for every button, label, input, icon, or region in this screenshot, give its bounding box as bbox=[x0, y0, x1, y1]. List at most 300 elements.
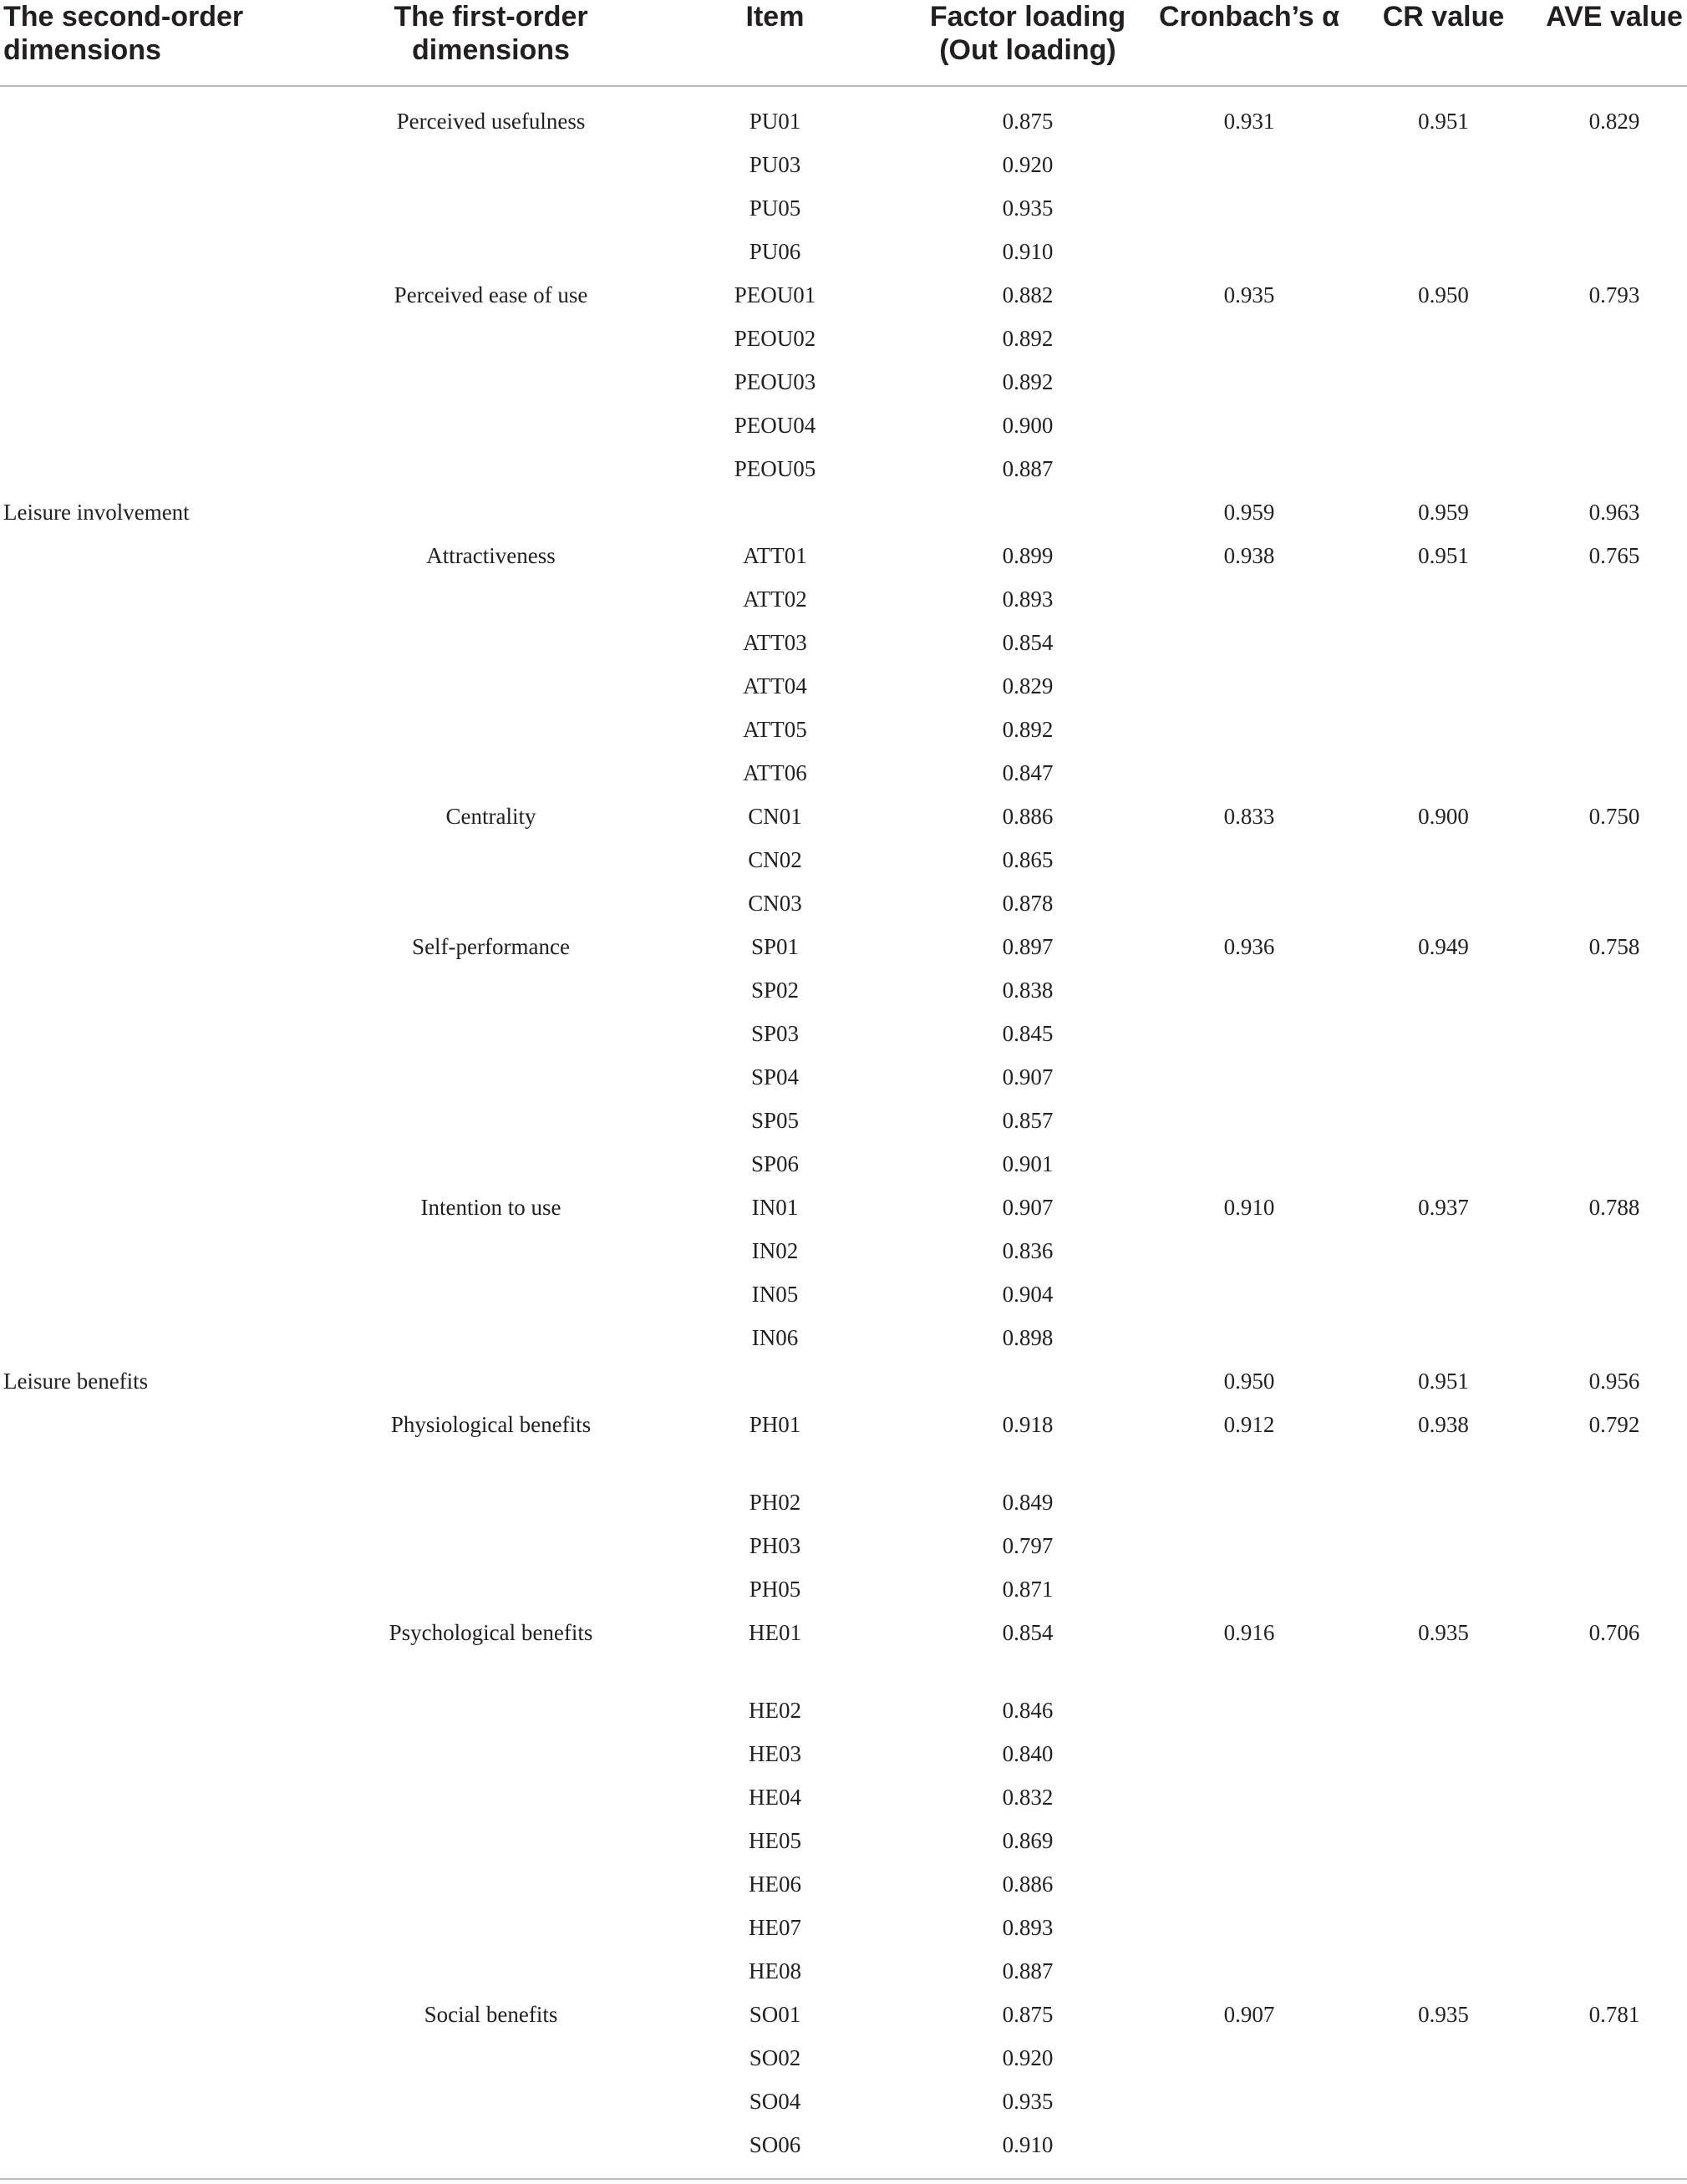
cell-cronbachs-alpha: 0.938 bbox=[1223, 543, 1275, 568]
cell-second-order-dimension bbox=[0, 1147, 334, 1191]
cell-ave-value bbox=[1542, 2085, 1687, 2128]
cell-cr-value bbox=[1345, 2085, 1542, 2128]
cell-first-order-dimension bbox=[334, 365, 648, 409]
cell-item: HE05 bbox=[749, 1828, 801, 1853]
cell-factor-loading: 0.840 bbox=[1002, 1741, 1054, 1766]
cell-ave-value bbox=[1542, 973, 1687, 1017]
table-row bbox=[0, 1191, 1687, 1234]
table-row bbox=[0, 1364, 1687, 1408]
cell-cronbachs-alpha bbox=[1153, 973, 1345, 1017]
cell-item: PU01 bbox=[749, 109, 801, 134]
cell-item: ATT06 bbox=[743, 760, 807, 785]
cell-first-order-dimension bbox=[334, 1824, 648, 1867]
cell-cr-value: 0.937 bbox=[1418, 1195, 1469, 1220]
cell-cr-value bbox=[1345, 1277, 1542, 1321]
cell-cr-value bbox=[1345, 1780, 1542, 1824]
cell-cr-value bbox=[1345, 148, 1542, 191]
cell-second-order-dimension: Leisure benefits bbox=[3, 1369, 149, 1394]
table-row bbox=[0, 1824, 1687, 1867]
table-row bbox=[0, 1998, 1687, 2041]
cell-cr-value bbox=[1345, 669, 1542, 713]
cell-item: SP03 bbox=[750, 1021, 800, 1046]
cell-second-order-dimension bbox=[0, 452, 334, 495]
cell-first-order-dimension: Perceived usefulness bbox=[396, 109, 586, 134]
cell-cr-value bbox=[1345, 2041, 1542, 2085]
cell-cronbachs-alpha bbox=[1153, 1911, 1345, 1954]
cell-first-order-dimension bbox=[334, 713, 648, 756]
cell-factor-loading: 0.897 bbox=[1002, 934, 1054, 959]
cell-cronbachs-alpha bbox=[1153, 2085, 1345, 2128]
cell-first-order-dimension bbox=[334, 322, 648, 365]
cell-second-order-dimension: Leisure involvement bbox=[3, 500, 190, 525]
cell-second-order-dimension bbox=[0, 1780, 334, 1824]
cell-cr-value: 0.951 bbox=[1418, 1369, 1469, 1394]
cell-first-order-dimension: Centrality bbox=[445, 804, 536, 829]
cell-item: HE01 bbox=[749, 1620, 801, 1645]
cell-cr-value bbox=[1345, 756, 1542, 800]
cell-cronbachs-alpha: 0.959 bbox=[1223, 500, 1275, 525]
cell-factor-loading: 0.918 bbox=[1002, 1412, 1054, 1437]
cell-cronbachs-alpha: 0.916 bbox=[1223, 1620, 1275, 1645]
cell-second-order-dimension bbox=[0, 2041, 334, 2085]
cell-factor-loading: 0.865 bbox=[1002, 847, 1054, 872]
cell-ave-value bbox=[1542, 2041, 1687, 2085]
cell-cr-value: 0.959 bbox=[1418, 500, 1469, 525]
cell-cronbachs-alpha bbox=[1153, 409, 1345, 452]
cell-item: SP02 bbox=[750, 978, 800, 1003]
cell-item: HE04 bbox=[749, 1785, 801, 1810]
table-row bbox=[0, 495, 1687, 539]
cell-first-order-dimension bbox=[334, 1060, 648, 1104]
table-row bbox=[0, 322, 1687, 365]
cell-first-order-dimension bbox=[334, 1572, 648, 1616]
cell-first-order-dimension bbox=[334, 626, 648, 669]
cell-factor-loading: 0.892 bbox=[1002, 717, 1054, 742]
cell-factor-loading: 0.900 bbox=[1002, 413, 1054, 438]
cell-ave-value bbox=[1542, 626, 1687, 669]
cell-factor-loading: 0.871 bbox=[1002, 1577, 1054, 1602]
cell-ave-value bbox=[1542, 1234, 1687, 1277]
cell-factor-loading: 0.887 bbox=[1002, 456, 1054, 481]
cell-second-order-dimension bbox=[0, 843, 334, 886]
cell-item: ATT03 bbox=[743, 630, 807, 655]
cell-item: ATT02 bbox=[743, 587, 807, 612]
cell-ave-value bbox=[1542, 1486, 1687, 1529]
cell-item: SP06 bbox=[750, 1151, 800, 1176]
cell-item: ATT05 bbox=[743, 717, 807, 742]
table-row bbox=[0, 1277, 1687, 1321]
table-row bbox=[0, 1616, 1687, 1694]
table-row bbox=[0, 669, 1687, 713]
cell-factor-loading: 0.832 bbox=[1002, 1785, 1054, 1810]
cell-cr-value bbox=[1345, 1737, 1542, 1780]
cell-second-order-dimension bbox=[0, 1017, 334, 1060]
cell-cronbachs-alpha bbox=[1153, 2041, 1345, 2085]
cell-factor-loading: 0.886 bbox=[1002, 804, 1054, 829]
cell-cr-value bbox=[1345, 1017, 1542, 1060]
cell-factor-loading: 0.836 bbox=[1002, 1238, 1054, 1263]
table-row bbox=[0, 1572, 1687, 1616]
cell-ave-value: 0.793 bbox=[1588, 282, 1640, 307]
cell-second-order-dimension bbox=[0, 713, 334, 756]
cell-ave-value bbox=[1542, 2128, 1687, 2179]
table-row bbox=[0, 1529, 1687, 1572]
cell-first-order-dimension bbox=[334, 191, 648, 235]
cell-factor-loading: 0.857 bbox=[1002, 1108, 1054, 1133]
cell-cronbachs-alpha bbox=[1153, 1529, 1345, 1572]
cell-cronbachs-alpha bbox=[1153, 669, 1345, 713]
cell-first-order-dimension: Physiological benefits bbox=[390, 1412, 592, 1437]
cell-ave-value bbox=[1542, 1017, 1687, 1060]
cell-first-order-dimension bbox=[334, 1147, 648, 1191]
cell-item: IN02 bbox=[751, 1238, 799, 1263]
cell-ave-value bbox=[1542, 322, 1687, 365]
cell-first-order-dimension bbox=[334, 2041, 648, 2085]
table-row bbox=[0, 626, 1687, 669]
cell-factor-loading: 0.907 bbox=[1002, 1064, 1054, 1089]
cell-second-order-dimension bbox=[0, 1277, 334, 1321]
cell-cronbachs-alpha: 0.912 bbox=[1223, 1412, 1275, 1437]
cell-cr-value bbox=[1345, 886, 1542, 930]
cell-factor-loading: 0.847 bbox=[1002, 760, 1054, 785]
cell-first-order-dimension bbox=[334, 452, 648, 495]
cell-cronbachs-alpha bbox=[1153, 1277, 1345, 1321]
cell-second-order-dimension bbox=[0, 1060, 334, 1104]
table-row bbox=[0, 713, 1687, 756]
cell-factor-loading: 0.797 bbox=[1002, 1533, 1054, 1558]
cell-second-order-dimension bbox=[0, 191, 334, 235]
cell-item: PH01 bbox=[749, 1412, 801, 1437]
cell-factor-loading: 0.846 bbox=[1002, 1698, 1054, 1723]
cell-cr-value bbox=[1345, 582, 1542, 626]
cell-factor-loading: 0.901 bbox=[1002, 1151, 1054, 1176]
cell-cr-value bbox=[1345, 626, 1542, 669]
cell-factor-loading: 0.892 bbox=[1002, 369, 1054, 394]
cell-cr-value: 0.938 bbox=[1418, 1412, 1469, 1437]
table-row bbox=[0, 1321, 1687, 1364]
cell-item: PEOU05 bbox=[734, 456, 816, 481]
cell-factor-loading: 0.935 bbox=[1002, 196, 1054, 221]
cell-ave-value bbox=[1542, 582, 1687, 626]
cell-second-order-dimension bbox=[0, 669, 334, 713]
cell-second-order-dimension bbox=[0, 1616, 334, 1694]
cell-factor-loading: 0.875 bbox=[1002, 109, 1054, 134]
cell-ave-value: 0.758 bbox=[1588, 934, 1640, 959]
cell-factor-loading: 0.887 bbox=[1002, 1958, 1054, 1983]
cell-ave-value: 0.963 bbox=[1588, 500, 1640, 525]
cell-cr-value bbox=[1345, 1234, 1542, 1277]
cell-item: SO06 bbox=[648, 2128, 902, 2179]
cell-item: HE06 bbox=[749, 1872, 801, 1897]
cell-cronbachs-alpha bbox=[1153, 713, 1345, 756]
cell-ave-value bbox=[1542, 1694, 1687, 1737]
cell-item: PEOU03 bbox=[734, 369, 816, 394]
cell-second-order-dimension bbox=[0, 365, 334, 409]
cell-item bbox=[648, 495, 902, 539]
cell-ave-value bbox=[1542, 1737, 1687, 1780]
table-row bbox=[0, 86, 1687, 148]
cell-factor-loading bbox=[902, 1364, 1153, 1408]
cell-second-order-dimension bbox=[0, 409, 334, 452]
cell-second-order-dimension bbox=[0, 1104, 334, 1147]
cell-cronbachs-alpha bbox=[1153, 1572, 1345, 1616]
cell-cronbachs-alpha bbox=[1153, 886, 1345, 930]
cell-ave-value: 0.781 bbox=[1588, 2002, 1640, 2027]
cell-cr-value: 0.951 bbox=[1418, 109, 1469, 134]
cell-first-order-dimension bbox=[334, 235, 648, 278]
cell-factor-loading: 0.893 bbox=[1002, 1915, 1054, 1940]
cell-ave-value bbox=[1542, 1147, 1687, 1191]
cell-second-order-dimension bbox=[0, 322, 334, 365]
cell-cronbachs-alpha: 0.910 bbox=[1223, 1195, 1275, 1220]
cell-factor-loading: 0.898 bbox=[1002, 1325, 1054, 1350]
cell-first-order-dimension bbox=[334, 1277, 648, 1321]
cell-first-order-dimension bbox=[334, 973, 648, 1017]
cell-first-order-dimension: Attractiveness bbox=[426, 543, 556, 568]
cell-first-order-dimension bbox=[334, 1911, 648, 1954]
cell-ave-value: 0.829 bbox=[1588, 109, 1640, 134]
cell-cr-value bbox=[1345, 1954, 1542, 1998]
cell-cronbachs-alpha: 0.935 bbox=[1223, 282, 1275, 307]
cell-item: HE07 bbox=[749, 1915, 801, 1940]
cell-item: PH05 bbox=[749, 1577, 801, 1602]
table-row bbox=[0, 191, 1687, 235]
cell-factor-loading: 0.904 bbox=[1002, 1282, 1054, 1307]
cell-ave-value: 0.765 bbox=[1588, 543, 1640, 568]
cell-cronbachs-alpha: 0.907 bbox=[1223, 2002, 1275, 2027]
table-row bbox=[0, 452, 1687, 495]
cell-first-order-dimension bbox=[334, 1364, 648, 1408]
table-row bbox=[0, 2041, 1687, 2085]
cell-second-order-dimension bbox=[0, 1867, 334, 1911]
cell-factor-loading: 0.869 bbox=[1002, 1828, 1054, 1853]
cell-cronbachs-alpha bbox=[1153, 1104, 1345, 1147]
cell-second-order-dimension bbox=[0, 626, 334, 669]
cell-second-order-dimension bbox=[0, 582, 334, 626]
table-row bbox=[0, 2085, 1687, 2128]
cell-second-order-dimension bbox=[0, 235, 334, 278]
cell-cronbachs-alpha bbox=[1153, 1060, 1345, 1104]
table-row bbox=[0, 1780, 1687, 1824]
cell-ave-value bbox=[1542, 886, 1687, 930]
cell-second-order-dimension bbox=[0, 886, 334, 930]
cell-factor-loading: 0.838 bbox=[1002, 978, 1054, 1003]
cell-second-order-dimension bbox=[0, 148, 334, 191]
cell-second-order-dimension bbox=[0, 1998, 334, 2041]
table-row bbox=[0, 1954, 1687, 1998]
cell-cronbachs-alpha: 0.833 bbox=[1223, 804, 1275, 829]
cell-first-order-dimension bbox=[334, 1694, 648, 1737]
cell-second-order-dimension bbox=[0, 930, 334, 973]
cell-second-order-dimension bbox=[0, 278, 334, 322]
table-row bbox=[0, 1486, 1687, 1529]
cell-first-order-dimension bbox=[334, 1780, 648, 1824]
cell-first-order-dimension: Self-performance bbox=[412, 934, 570, 959]
table-row bbox=[0, 1408, 1687, 1486]
cell-cronbachs-alpha bbox=[1153, 1321, 1345, 1364]
cell-cr-value bbox=[1345, 1486, 1542, 1529]
cell-first-order-dimension bbox=[334, 843, 648, 886]
cell-first-order-dimension: Social benefits bbox=[424, 2002, 558, 2027]
cell-cronbachs-alpha: 0.950 bbox=[1223, 1369, 1275, 1394]
cell-first-order-dimension bbox=[334, 1486, 648, 1529]
cell-second-order-dimension bbox=[0, 1234, 334, 1277]
cell-second-order-dimension bbox=[0, 800, 334, 843]
cell-first-order-dimension bbox=[334, 1529, 648, 1572]
cell-first-order-dimension: Intention to use bbox=[420, 1195, 561, 1220]
cell-first-order-dimension bbox=[334, 2128, 648, 2179]
cell-factor-loading bbox=[902, 495, 1153, 539]
cell-second-order-dimension bbox=[0, 973, 334, 1017]
table-header-row bbox=[0, 0, 1687, 86]
cell-first-order-dimension bbox=[334, 2085, 648, 2128]
table-body bbox=[0, 86, 1687, 2179]
cell-second-order-dimension bbox=[0, 1911, 334, 1954]
cell-factor-loading: 0.899 bbox=[1002, 543, 1054, 568]
cell-first-order-dimension bbox=[334, 495, 648, 539]
cell-ave-value bbox=[1542, 1572, 1687, 1616]
cell-first-order-dimension bbox=[334, 756, 648, 800]
header-ave-value: AVE value bbox=[1542, 0, 1687, 86]
cell-item: PU05 bbox=[749, 196, 801, 221]
cell-first-order-dimension bbox=[334, 582, 648, 626]
cell-first-order-dimension bbox=[334, 1234, 648, 1277]
cell-second-order-dimension bbox=[0, 1954, 334, 1998]
cell-item: ATT01 bbox=[743, 543, 807, 568]
cell-ave-value bbox=[1542, 1104, 1687, 1147]
table-row bbox=[0, 148, 1687, 191]
table-row bbox=[0, 582, 1687, 626]
cell-second-order-dimension bbox=[0, 1694, 334, 1737]
table-row bbox=[0, 800, 1687, 843]
cell-second-order-dimension bbox=[0, 1191, 334, 1234]
cell-first-order-dimension: Perceived ease of use bbox=[394, 282, 588, 307]
cell-factor-loading: 0.920 bbox=[1002, 152, 1054, 177]
cell-cronbachs-alpha bbox=[1153, 1486, 1345, 1529]
cell-cronbachs-alpha bbox=[1153, 148, 1345, 191]
header-cr-value: CR value bbox=[1345, 0, 1542, 86]
cell-first-order-dimension bbox=[334, 148, 648, 191]
cell-first-order-dimension bbox=[334, 1104, 648, 1147]
cell-item bbox=[648, 1364, 902, 1408]
cell-cr-value bbox=[1345, 1694, 1542, 1737]
cell-ave-value bbox=[1542, 1954, 1687, 1998]
cell-item: PEOU04 bbox=[734, 413, 816, 438]
cell-item: HE08 bbox=[749, 1958, 801, 1983]
cell-ave-value: 0.750 bbox=[1588, 804, 1640, 829]
cell-second-order-dimension bbox=[0, 1737, 334, 1780]
cell-item: IN01 bbox=[751, 1195, 799, 1220]
cell-factor-loading: 0.910 bbox=[902, 2128, 1153, 2179]
cell-cr-value bbox=[1345, 1529, 1542, 1572]
cell-cr-value bbox=[1345, 1572, 1542, 1616]
table-row bbox=[0, 1017, 1687, 1060]
cell-cronbachs-alpha bbox=[1153, 1017, 1345, 1060]
cell-cr-value: 0.950 bbox=[1418, 282, 1469, 307]
cell-ave-value bbox=[1542, 1867, 1687, 1911]
header-item: Item bbox=[648, 0, 902, 86]
cell-cr-value bbox=[1345, 973, 1542, 1017]
cell-factor-loading: 0.829 bbox=[1002, 673, 1054, 698]
cell-item: HE03 bbox=[749, 1741, 801, 1766]
cell-cronbachs-alpha bbox=[1153, 365, 1345, 409]
cell-item: IN05 bbox=[751, 1282, 799, 1307]
cell-ave-value bbox=[1542, 756, 1687, 800]
cell-ave-value bbox=[1542, 1321, 1687, 1364]
cell-cronbachs-alpha bbox=[1153, 1737, 1345, 1780]
cell-first-order-dimension bbox=[334, 669, 648, 713]
cell-factor-loading: 0.882 bbox=[1002, 282, 1054, 307]
cell-factor-loading: 0.893 bbox=[1002, 587, 1054, 612]
cell-factor-loading: 0.886 bbox=[1002, 1872, 1054, 1897]
cell-second-order-dimension bbox=[0, 1572, 334, 1616]
cell-ave-value: 0.706 bbox=[1588, 1620, 1640, 1645]
cell-cronbachs-alpha bbox=[1153, 1234, 1345, 1277]
table-row bbox=[0, 539, 1687, 582]
cell-cronbachs-alpha bbox=[1153, 452, 1345, 495]
table-row bbox=[0, 756, 1687, 800]
cell-cronbachs-alpha bbox=[1153, 1824, 1345, 1867]
cell-cronbachs-alpha bbox=[1153, 322, 1345, 365]
cell-cr-value bbox=[1345, 235, 1542, 278]
cell-cronbachs-alpha bbox=[1153, 191, 1345, 235]
cell-cr-value bbox=[1345, 322, 1542, 365]
cell-first-order-dimension bbox=[334, 409, 648, 452]
cell-first-order-dimension bbox=[334, 1737, 648, 1780]
cell-cronbachs-alpha bbox=[1153, 1780, 1345, 1824]
cell-cronbachs-alpha bbox=[1153, 626, 1345, 669]
cell-cronbachs-alpha: 0.931 bbox=[1223, 109, 1275, 134]
cell-first-order-dimension: Psychological benefits bbox=[389, 1620, 593, 1645]
cell-cr-value: 0.935 bbox=[1418, 2002, 1469, 2027]
cell-cr-value bbox=[1345, 1867, 1542, 1911]
cell-item: PH02 bbox=[749, 1490, 801, 1515]
cell-item: SP05 bbox=[750, 1108, 800, 1133]
cell-item: PU03 bbox=[749, 152, 801, 177]
cell-ave-value: 0.788 bbox=[1588, 1195, 1640, 1220]
cell-second-order-dimension bbox=[0, 756, 334, 800]
cell-cronbachs-alpha bbox=[1153, 1867, 1345, 1911]
table-row bbox=[0, 973, 1687, 1017]
cell-ave-value: 0.956 bbox=[1588, 1369, 1640, 1394]
cell-factor-loading: 0.849 bbox=[1002, 1490, 1054, 1515]
cell-item: SO02 bbox=[749, 2045, 801, 2070]
table-row bbox=[0, 843, 1687, 886]
cell-ave-value bbox=[1542, 669, 1687, 713]
cell-ave-value bbox=[1542, 1277, 1687, 1321]
cell-ave-value bbox=[1542, 235, 1687, 278]
cell-factor-loading: 0.935 bbox=[1002, 2089, 1054, 2114]
cell-factor-loading: 0.854 bbox=[1002, 1620, 1054, 1645]
header-factor-loading: Factor loading (Out loading) bbox=[902, 0, 1153, 86]
cell-ave-value bbox=[1542, 843, 1687, 886]
table-row bbox=[0, 1104, 1687, 1147]
cell-item: SP01 bbox=[750, 934, 800, 959]
cell-item: CN02 bbox=[748, 847, 802, 872]
cell-item: SO01 bbox=[749, 2002, 801, 2027]
cell-second-order-dimension bbox=[0, 1321, 334, 1364]
cell-ave-value bbox=[1542, 1911, 1687, 1954]
cell-ave-value bbox=[1542, 1529, 1687, 1572]
cell-cronbachs-alpha bbox=[1153, 2128, 1345, 2179]
table-row bbox=[0, 1234, 1687, 1277]
cell-factor-loading: 0.892 bbox=[1002, 326, 1054, 351]
cell-factor-loading: 0.875 bbox=[1002, 2002, 1054, 2027]
cell-cr-value bbox=[1345, 1147, 1542, 1191]
cell-factor-loading: 0.907 bbox=[1002, 1195, 1054, 1220]
table-row bbox=[0, 1867, 1687, 1911]
cell-item: CN01 bbox=[748, 804, 802, 829]
